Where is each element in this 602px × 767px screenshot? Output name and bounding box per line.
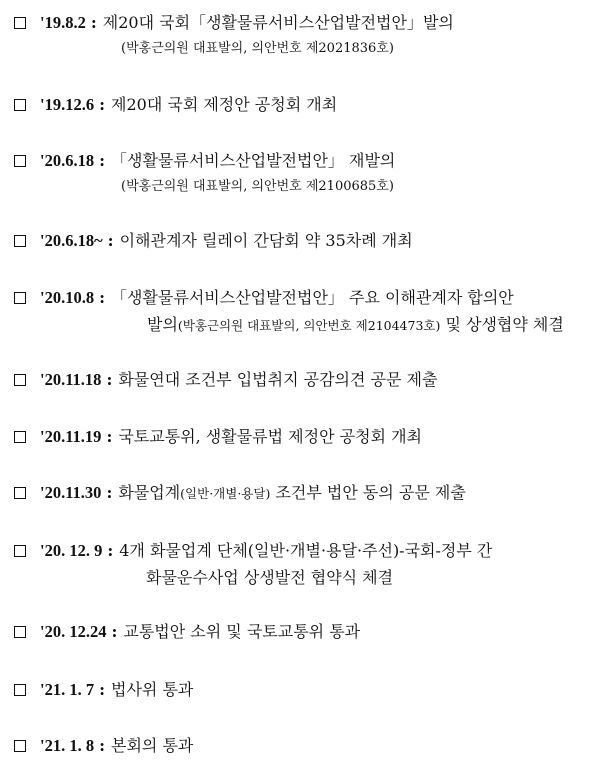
entry-separator: :	[107, 541, 114, 560]
checkbox-bullet-icon	[14, 99, 26, 111]
checkbox-bullet-icon	[14, 155, 26, 167]
entry-date: '21. 1. 8	[40, 736, 95, 755]
entry-separator: :	[106, 370, 113, 389]
entry-text: 제20대 국회「생활물류서비스산업발전법안」발의	[102, 13, 454, 32]
entry-date: '19.8.2	[40, 13, 86, 32]
checkbox-bullet-icon	[14, 684, 26, 696]
entry-text: 교통법안 소위 및 국토교통위 통과	[123, 622, 361, 641]
entry-date: '20.11.18	[40, 370, 102, 389]
checkbox-bullet-icon	[14, 487, 26, 499]
entry-separator: :	[99, 95, 105, 114]
entry-continuation: 화물운수사업 상생발전 협약식 체결	[146, 568, 394, 587]
entry-separator: :	[106, 483, 113, 502]
timeline-entry	[14, 426, 592, 448]
timeline-entry	[14, 12, 592, 59]
entry-date: '19.12.6	[40, 95, 95, 114]
entry-continuation	[14, 314, 592, 337]
entry-note: (일반·개별·용달)	[180, 486, 271, 501]
checkbox-bullet-icon	[14, 17, 26, 29]
entry-text: 이해관계자 릴레이 간담회 약 35차례 개최	[119, 231, 413, 250]
entry-date: '20.6.18~	[40, 231, 103, 250]
timeline-entry	[14, 369, 592, 391]
entry-date: '20.11.19	[40, 427, 102, 446]
checkbox-bullet-icon	[14, 235, 26, 247]
entry-date: '20. 12.24	[40, 622, 107, 641]
checkbox-bullet-icon	[14, 292, 26, 304]
entry-subtext: (박홍근의원 대표발의, 의안번호 제2100685호)	[121, 179, 394, 194]
timeline-entry	[14, 150, 592, 197]
entry-separator: :	[90, 13, 97, 32]
entry-separator: :	[111, 622, 118, 641]
checkbox-bullet-icon	[14, 431, 26, 443]
checkbox-bullet-icon	[14, 374, 26, 386]
timeline-entry	[14, 540, 592, 589]
timeline-entry	[14, 287, 592, 337]
entry-cont-note: (박홍근의원 대표발의, 의안번호 제2104473호)	[177, 318, 441, 333]
entry-date: '20.11.30	[40, 483, 102, 502]
entry-cont-text: 및 상생협약 체결	[440, 315, 564, 334]
entry-text: 「생활물류서비스산업발전법안」 주요 이해관계자 합의안	[111, 288, 514, 307]
timeline-entry	[14, 94, 592, 116]
entry-text: 제20대 국회 제정안 공청회 개최	[111, 95, 338, 114]
entry-text: 「생활물류서비스산업발전법안」 재발의	[111, 151, 396, 170]
entry-date: '20.6.18	[40, 151, 95, 170]
entry-separator: :	[106, 427, 113, 446]
checkbox-bullet-icon	[14, 740, 26, 752]
entry-text: 본회의 통과	[111, 736, 194, 755]
timeline-entry	[14, 679, 592, 701]
entry-separator: :	[99, 151, 105, 170]
entry-separator: :	[107, 231, 114, 250]
entry-text: 법사위 통과	[111, 680, 194, 699]
timeline-entry	[14, 735, 592, 757]
checkbox-bullet-icon	[14, 545, 26, 557]
entry-separator: :	[99, 736, 105, 755]
entry-cont-text: 발의	[147, 315, 178, 334]
entry-separator: :	[99, 288, 105, 307]
entry-subtext: (박홍근의원 대표발의, 의안번호 제2021836호)	[121, 41, 394, 56]
entry-separator: :	[99, 680, 105, 699]
entry-date: '21. 1. 7	[40, 680, 95, 699]
entry-text: 국토교통위, 생활물류법 제정안 공청회 개최	[118, 427, 422, 446]
timeline-entry	[14, 621, 592, 643]
entry-text: 조건부 법안 동의 공문 제출	[270, 483, 466, 502]
entry-date: '20. 12. 9	[40, 541, 103, 560]
checkbox-bullet-icon	[14, 626, 26, 638]
timeline-entry	[14, 482, 592, 505]
entry-date: '20.10.8	[40, 288, 95, 307]
entry-text: 4개 화물업계 단체(일반·개별·용달·주선)-국회-정부 간	[119, 541, 493, 560]
entry-text: 화물업계	[118, 483, 181, 502]
entry-text: 화물연대 조건부 입법취지 공감의견 공문 제출	[118, 370, 438, 389]
timeline-entry	[14, 230, 592, 252]
